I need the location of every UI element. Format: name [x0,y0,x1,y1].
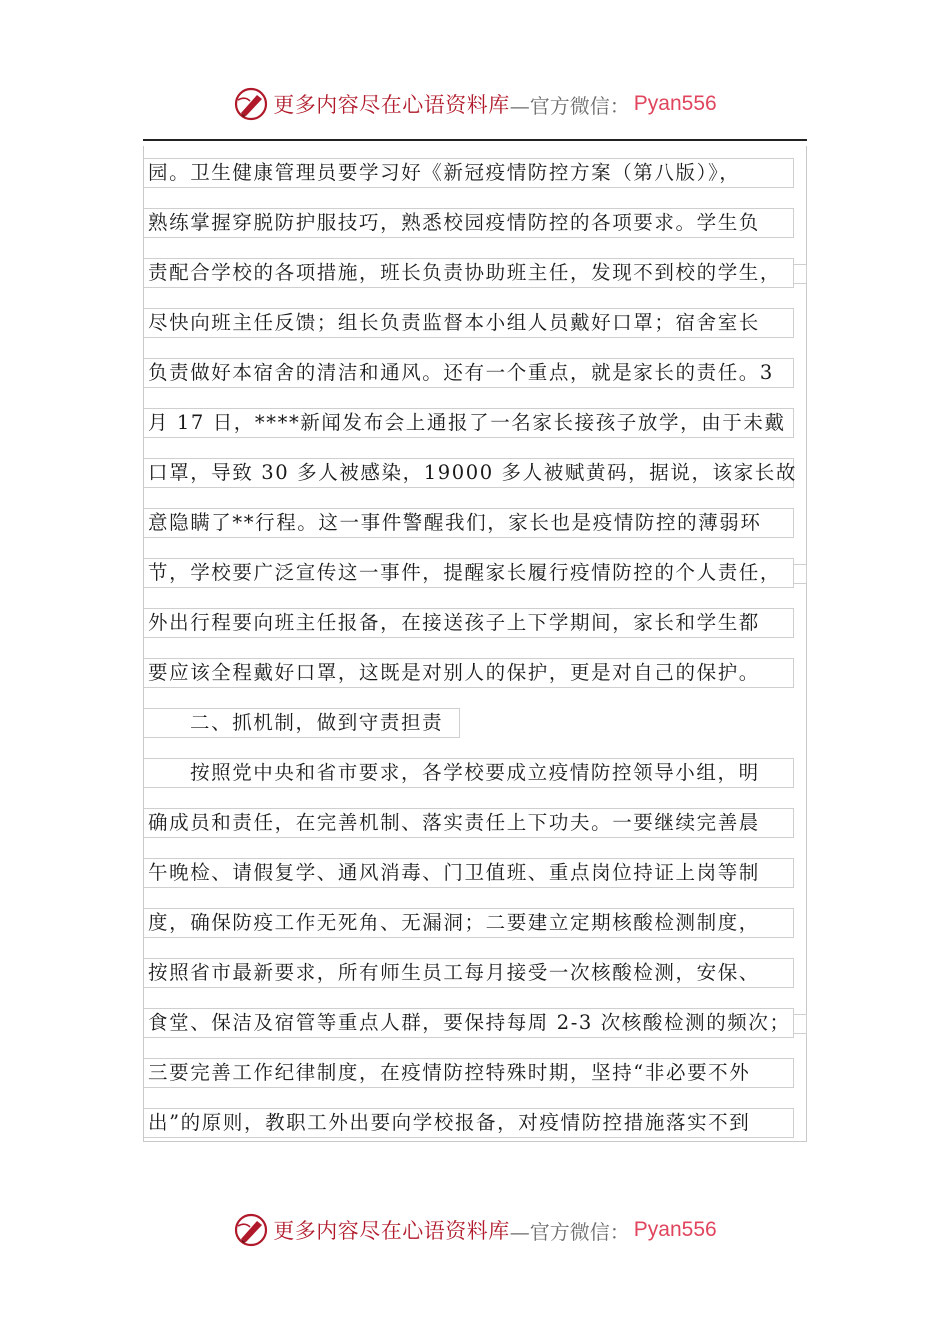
banner-dash-label: —官方微信： [509,1219,630,1244]
text-line-15: 午晚检、请假复学、通风消毒、门卫值班、重点岗位持证上岗等制 [144,858,794,888]
text-line-16: 度，确保防疫工作无死角、无漏洞；二要建立定期核酸检测制度， [144,908,794,938]
banner-title: 更多内容尽在心语资料库 [273,93,510,117]
pen-logo-icon [233,1212,269,1248]
wechat-id: Pyan556 [633,92,717,115]
text-line-6: 月 17 日，****新闻发布会上通报了一名家长接孩子放学，由于未戴 [144,408,794,438]
text-line-13: 按照党中央和省市要求，各学校要成立疫情防控领导小组，明 [144,758,794,788]
banner-dash-label: —官方微信： [509,93,630,118]
pen-logo-icon [233,86,269,122]
text-line-10: 外出行程要向班主任报备，在接送孩子上下学期间，家长和学生都 [144,608,794,638]
text-line-19: 三要完善工作纪律制度，在疫情防控特殊时期，坚持“非必要不外 [144,1058,794,1088]
text-line-2: 熟练掌握穿脱防护服技巧，熟悉校园疫情防控的各项要求。学生负 [144,208,794,238]
document-body [143,146,807,1142]
text-line-20: 出”的原则，教职工外出要向学校报备，对疫情防控措施落实不到 [144,1108,794,1138]
text-line-7: 口罩，导致 30 多人被感染，19000 多人被赋黄码，据说，该家长故 [144,458,794,488]
text-line-4: 尽快向班主任反馈；组长负责监督本小组人员戴好口罩；宿舍室长 [144,308,794,338]
text-line-5: 负责做好本宿舍的清洁和通风。还有一个重点，就是家长的责任。3 [144,358,794,388]
text-line-9: 节，学校要广泛宣传这一事件，提醒家长履行疫情防控的个人责任， [144,558,794,588]
text-line-1: 园。卫生健康管理员要学习好《新冠疫情防控方案（第八版）》， [144,158,794,188]
banner-title: 更多内容尽在心语资料库 [273,1219,510,1243]
text-line-18: 食堂、保洁及宿管等重点人群，要保持每周 2-3 次核酸检测的频次； [144,1008,794,1038]
text-line-3: 责配合学校的各项措施，班长负责协助班主任，发现不到校的学生， [144,258,794,288]
text-line-11: 要应该全程戴好口罩，这既是对别人的保护，更是对自己的保护。 [144,658,794,688]
line-overflow-marker [794,264,807,284]
line-overflow-marker [794,564,807,584]
header-rule [143,139,807,141]
section-heading: 二、抓机制，做到守责担责 [144,708,460,738]
footer-banner [0,1210,950,1250]
line-overflow-marker [794,1014,807,1034]
header-banner [0,84,950,124]
wechat-id: Pyan556 [633,1218,717,1241]
text-line-17: 按照省市最新要求，所有师生员工每月接受一次核酸检测，安保、 [144,958,794,988]
text-line-14: 确成员和责任，在完善机制、落实责任上下功夫。一要继续完善晨 [144,808,794,838]
text-line-8: 意隐瞒了**行程。这一事件警醒我们，家长也是疫情防控的薄弱环 [144,508,794,538]
